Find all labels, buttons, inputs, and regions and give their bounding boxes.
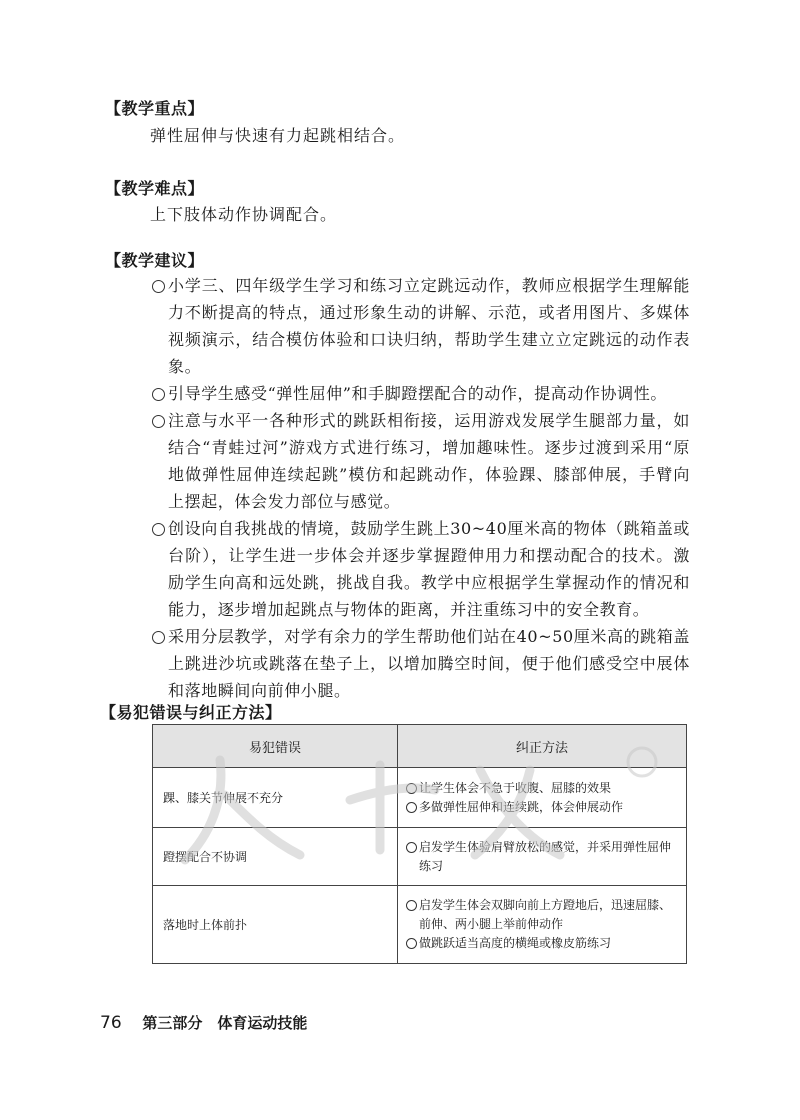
fix-text: 多做弹性屈伸和连续跳，体会伸展动作 [419, 799, 624, 814]
errors-heading: 【易犯错误与纠正方法】 [100, 703, 282, 722]
circle-bullet-icon [406, 842, 417, 853]
suggestion-item [150, 515, 690, 623]
fix-text: 让学生体会不急于收腹、屈膝的效果 [419, 780, 612, 795]
column-header-error: 易犯错误 [153, 725, 398, 768]
fix-item [406, 838, 678, 876]
errors-table [152, 724, 687, 964]
suggestion-text: 采用分层教学，对学有余力的学生帮助他们站在40~50厘米高的跳箱盖上跳进沙坑或跳落在垫子上，以增加腾空时间，便于他们感受空中展体和落地瞬间向前伸小腿。 [168, 627, 690, 700]
error-cell: 落地时上体前扑 [153, 886, 398, 964]
suggestion-item [150, 623, 690, 704]
circle-bullet-icon [152, 388, 165, 401]
circle-bullet-icon [406, 900, 417, 911]
suggestion-item [150, 407, 690, 515]
difficulty-heading: 【教学难点】 [105, 179, 205, 198]
column-header-fix: 纠正方法 [398, 725, 687, 768]
focus-heading: 【教学重点】 [105, 99, 205, 118]
focus-text: 弹性屈伸与快速有力起跳相结合。 [150, 126, 406, 145]
fix-cell [398, 886, 687, 964]
table-row [153, 768, 687, 828]
suggestion-item [150, 380, 690, 407]
suggestion-text: 注意与水平一各种形式的跳跃相衔接，运用游戏发展学生腿部力量，如结合“青蛙过河”游戏方式进行练习，增加趣味性。逐步过渡到采用“原地做弹性屈伸连续起跳”模仿和起跳动作，体验踝、膝部伸展，手臂向上摆起，体会发力部位与感觉。 [168, 411, 690, 511]
circle-bullet-icon [152, 631, 165, 644]
error-cell: 蹬摆配合不协调 [153, 828, 398, 886]
circle-bullet-icon [406, 938, 417, 949]
fix-text: 启发学生体会双脚向前上方蹬地后，迅速屈膝、前伸、两小腿上举前伸动作 [419, 898, 672, 931]
suggestion-text: 引导学生感受“弹性屈伸”和手脚蹬摆配合的动作，提高动作协调性。 [168, 384, 667, 403]
table-row [153, 886, 687, 964]
fix-cell [398, 768, 687, 828]
error-cell: 踝、膝关节伸展不充分 [153, 768, 398, 828]
circle-bullet-icon [152, 280, 165, 293]
suggestion-item [150, 272, 690, 380]
fix-item [406, 896, 678, 934]
suggestions-list [150, 272, 690, 704]
fix-text: 启发学生体验肩臂放松的感觉，并采用弹性屈伸练习 [419, 839, 672, 873]
page-footer [100, 1012, 307, 1033]
suggestions-heading: 【教学建议】 [105, 251, 205, 270]
table-header-row [153, 725, 687, 768]
fix-item [406, 798, 678, 817]
circle-bullet-icon [152, 415, 165, 428]
circle-bullet-icon [406, 802, 417, 813]
fix-cell [398, 828, 687, 886]
circle-bullet-icon [406, 783, 417, 794]
difficulty-text: 上下肢体动作协调配合。 [150, 205, 338, 224]
suggestion-text: 创设向自我挑战的情境，鼓励学生跳上30~40厘米高的物体（跳箱盖或台阶），让学生进一步体会并逐步掌握蹬伸用力和摆动配合的技术。激励学生向高和远处跳，挑战自我。教学中应根据学生掌握动作的情况和能力，逐步增加起跳点与物体的距离，并注重练习中的安全教育。 [168, 519, 690, 619]
fix-item [406, 934, 678, 953]
part-title: 第三部分 体育运动技能 [142, 1014, 308, 1032]
table-row [153, 828, 687, 886]
circle-bullet-icon [152, 523, 165, 536]
fix-item [406, 779, 678, 798]
fix-text: 做跳跃适当高度的横绳或橡皮筋练习 [419, 936, 612, 950]
page-number: 76 [100, 1013, 122, 1033]
suggestion-text: 小学三、四年级学生学习和练习立定跳远动作，教师应根据学生理解能力不断提高的特点，通过形象生动的讲解、示范，或者用图片、多媒体视频演示，结合模仿体验和口诀归纳，帮助学生建立立定跳远的动作表象。 [168, 276, 690, 376]
